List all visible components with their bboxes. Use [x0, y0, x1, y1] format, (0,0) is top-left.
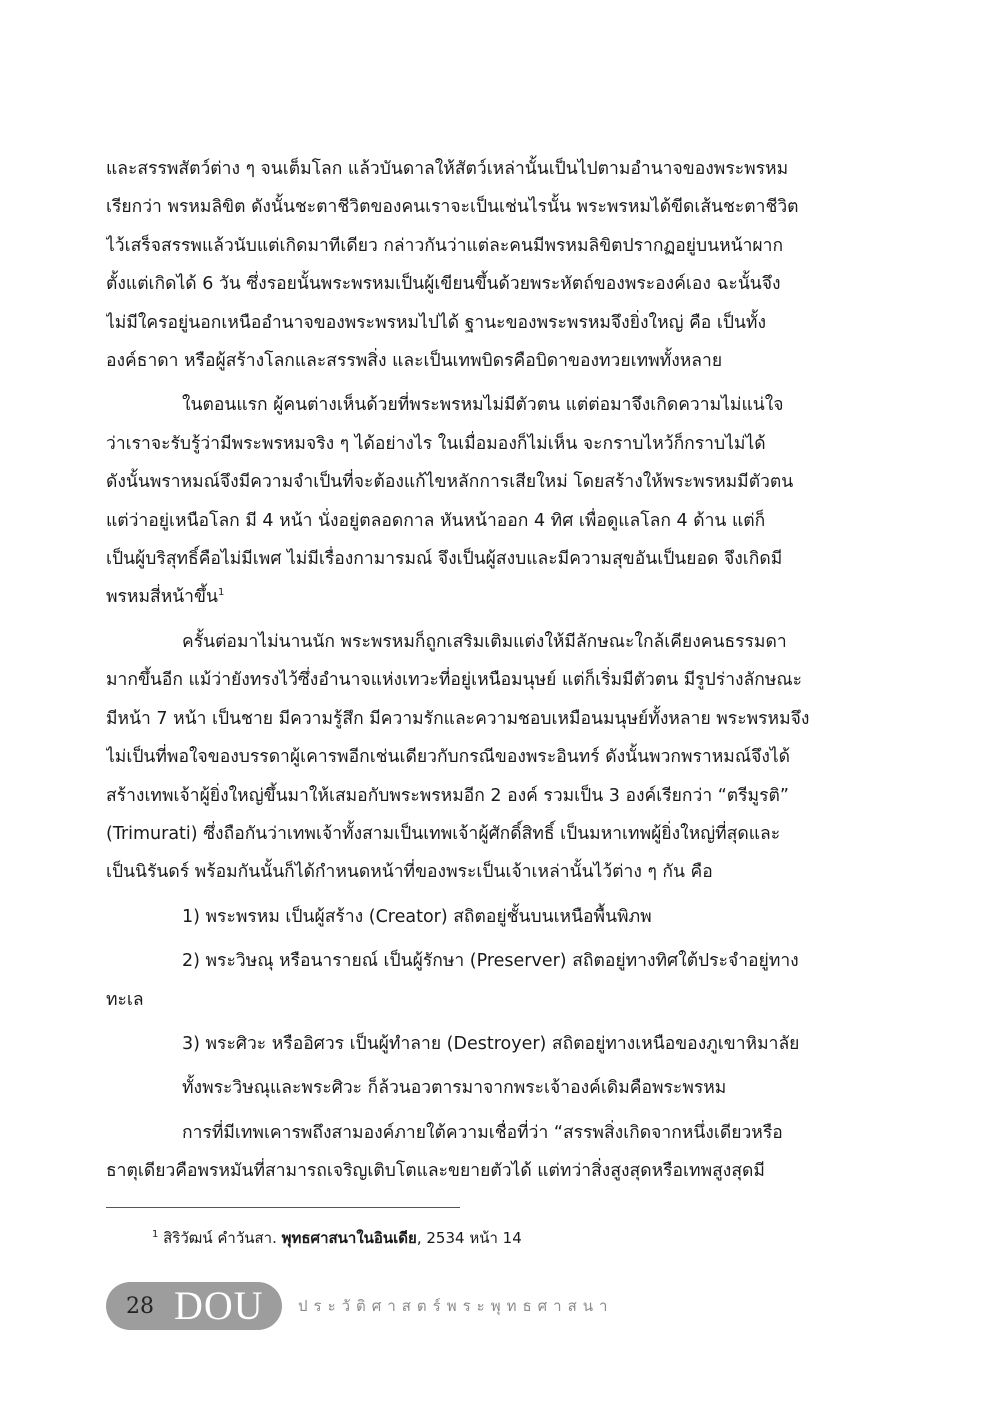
- text-line: และสรรพสัตว์ต่าง ๆ จนเต็มโลก แล้วบันดาลให้สัตว์เหล่านั้นเป็นไปตามอำนาจของพระพรหม: [106, 159, 789, 179]
- text-line: ครั้นต่อมาไม่นานนัก พระพรหมก็ถูกเสริมเติมแต่งให้มีลักษณะใกล้เคียงคนธรรมดา: [182, 631, 787, 652]
- text-line: ไม่มีใครอยู่นอกเหนืออำนาจของพระพรหมไปได้ ฐานะของพระพรหมจึงยิ่งใหญ่ คือ เป็นทั้ง: [106, 312, 766, 333]
- text-line: ว่าเราจะรับรู้ว่ามีพระพรหมจริง ๆ ได้อย่างไร ในเมื่อมองก็ไม่เห็น จะกราบไหว้ก็กราบไม่ได้: [106, 433, 766, 454]
- text-line: เรียกว่า พรหมลิขิต ดังนั้นชะตาชีวิตของคนเราจะเป็นเช่นไรนั้น พระพรหมได้ขีดเส้นชะตาชีวิต: [106, 197, 799, 218]
- text-line: ดังนั้นพราหมณ์จึงมีความจำเป็นที่จะต้องแก้ไขหลักการเสียใหม่ โดยสร้างให้พระพรหมมีตัวตน: [106, 472, 794, 493]
- text-line: ธาตุเดียวคือพรหมันที่สามารถเจริญเติบโตและขยายตัวได้ แต่ทว่าสิ่งสูงสุดหรือเทพสูงสุดมี: [106, 1161, 765, 1182]
- paragraph-4: ทั้งพระวิษณุและพระศิวะ ก็ล้วนอวตารมาจากพระเจ้าองค์เดิมคือพระพรหม: [182, 1078, 727, 1099]
- footnote-details: , 2534 หน้า 14: [416, 1229, 522, 1247]
- list-item-shiva: 3) พระศิวะ หรืออิศวร เป็นผู้ทำลาย (Destroyer) สถิตอยู่ทางเหนือของภูเขาหิมาลัย: [182, 1033, 800, 1054]
- paragraph-5: [106, 1114, 882, 1191]
- text-line: ไว้เสร็จสรรพแล้วนับแต่เกิดมาทีเดียว กล่าวกันว่าแต่ละคนมีพรหมลิขิตปรากฏอยู่บนหน้าผาก: [106, 235, 784, 256]
- text-line: เป็นนิรันดร์ พร้อมกันนั้นก็ได้กำหนดหน้าที่ของพระเป็นเจ้าเหล่านั้นไว้ต่าง ๆ กัน คือ: [106, 862, 713, 883]
- text-fragment: พรหมสี่หน้าขึ้น: [106, 587, 218, 608]
- footnote-author: สิริวัฒน์ คำวันสา.: [163, 1229, 277, 1247]
- footnote-divider: [106, 1207, 460, 1208]
- text-line: ในตอนแรก ผู้คนต่างเห็นด้วยที่พระพรหมไม่มีตัวตน แต่ต่อมาจึงเกิดความไม่แน่ใจ: [182, 395, 784, 416]
- page-number: 28: [126, 1293, 154, 1319]
- text-line: เป็นผู้บริสุทธิ์คือไม่มีเพศ ไม่มีเรื่องกามารมณ์ จึงเป็นผู้สงบและมีความสุขอันเป็นยอด จึงเกิดมี: [106, 549, 783, 570]
- book-title: ประวัติศาสตร์พระพุทธศาสนา: [298, 1297, 614, 1315]
- dou-logo: DOU: [174, 1283, 264, 1328]
- footnote-title: พุทธศาสนาในอินเดีย: [281, 1229, 417, 1247]
- footnote-reference[interactable]: 1: [217, 587, 225, 599]
- footnote: [152, 1226, 522, 1250]
- text-line: [106, 578, 882, 616]
- page-footer: [106, 1282, 613, 1330]
- text-line: ทะเล: [106, 989, 144, 1010]
- footnote-mark: 1: [152, 1229, 159, 1240]
- text-line: 2) พระวิษณุ หรือนารายณ์ เป็นผู้รักษา (Preserver) สถิตอยู่ทางทิศใต้ประจำอยู่ทาง: [182, 951, 799, 972]
- list-item-brahma: 1) พระพรหม เป็นผู้สร้าง (Creator) สถิตอยู่ชั้นบนเหนือพื้นพิภพ: [182, 906, 652, 927]
- text-line: มีหน้า 7 หน้า เป็นชาย มีความรู้สึก มีความรักและความชอบเหมือนมนุษย์ทั้งหลาย พระพรหมจึง: [106, 708, 810, 729]
- text-line: การที่มีเทพเคารพถึงสามองค์ภายใต้ความเชื่อที่ว่า “สรรพสิ่งเกิดจากหนึ่งเดียวหรือ: [182, 1122, 783, 1143]
- text-line: ไม่เป็นที่พอใจของบรรดาผู้เคารพอีกเช่นเดียวกับกรณีของพระอินทร์ ดังนั้นพวกพราหมณ์จึงได้: [106, 747, 791, 768]
- text-line: สร้างเทพเจ้าผู้ยิ่งใหญ่ขึ้นมาให้เสมอกับพระพรหมอีก 2 องค์ รวมเป็น 3 องค์เรียกว่า “ตรีมูรติ”: [106, 785, 789, 806]
- text-line: มากขึ้นอีก แม้ว่ายังทรงไว้ซึ่งอำนาจแห่งเทวะที่อยู่เหนือมนุษย์ แต่ก็เริ่มมีตัวตน มีรูปร่างลักษณะ: [106, 670, 803, 691]
- text-line: ตั้งแต่เกิดได้ 6 วัน ซึ่งรอยนั้นพระพรหมเป็นผู้เขียนขึ้นด้วยพระหัตถ์ของพระองค์เอง ฉะนั้นจึง: [106, 274, 781, 295]
- paragraph-1: [106, 150, 882, 380]
- footer-badge: [106, 1282, 282, 1330]
- page-body: [106, 150, 882, 1197]
- text-line: องค์ธาดา หรือผู้สร้างโลกและสรรพสิ่ง และเป็นเทพบิดรคือบิดาของทวยเทพทั้งหลาย: [106, 351, 723, 372]
- text-line: (Trimurati) ซึ่งถือกันว่าเทพเจ้าทั้งสามเป็นเทพเจ้าผู้ศักดิ์สิทธิ์ เป็นมหาเทพผู้ยิ่งใหญ่ที่สุดและ: [106, 823, 781, 844]
- text-line: แต่ว่าอยู่เหนือโลก มี 4 หน้า นั่งอยู่ตลอดกาล หันหน้าออก 4 ทิศ เพื่อดูแลโลก 4 ด้าน แต่ก็: [106, 510, 766, 531]
- paragraph-3: [106, 623, 882, 892]
- paragraph-2: [106, 386, 882, 616]
- list-item-vishnu: [106, 942, 882, 1019]
